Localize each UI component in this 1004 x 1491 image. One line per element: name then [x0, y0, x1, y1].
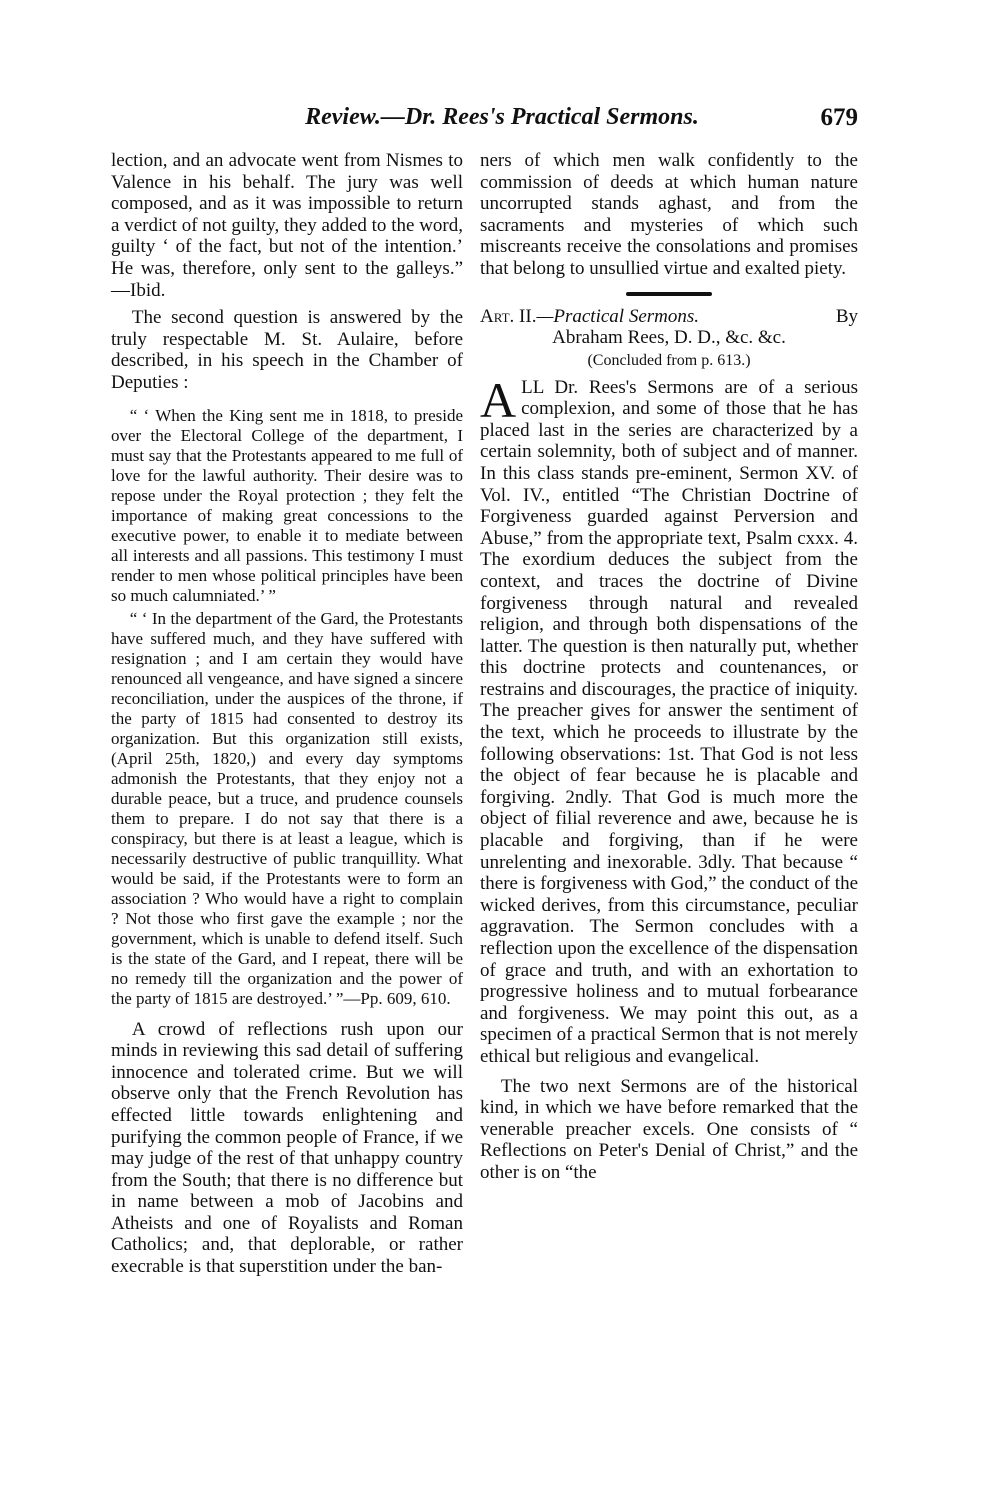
paragraph-text: LL Dr. Rees's Sermons are of a serious complexion, and some of those that he has placed last in the series are characterized by a certain solemnity, both of subject and of manner. In this class stands pre-eminent, Sermon XV. of Vol. IV., entitled “The Christian Doctrine of Forgiveness guarded against Perversion and Abuse,” from the appropriate text, Psalm cxxx. 4. The exordium deduces the subject from the context, and traces the doctrine of Divine forgiveness through natural and revealed religion, and through both dispensations of the latter. The question is then naturally put, whether this doctrine protects and countenances, or restrains and discourages, the practice of iniquity. The preacher gives for answer the sentiment of the text, which he proceeds to illustrate by the following observations: 1st. That God is not less the object of fear because he is placable and forgiving. 2ndly. That God is much more the object of filial reverence and awe, because he is placable and forgiving, than if he were unrelenting and inexorable. 3dly. That because “ there is forgiveness with God,” the conduct of the wicked derives, from this circumstance, peculiar aggravation. The Sermon concludes with a reflection upon the excellence of the dispensation of grace and truth, and with an exhortation to progressive holiness and to mutual forbearance and forgiveness. We may point this out, as a specimen of a practical Sermon that is not merely ethical but religious and evangelical. [480, 376, 858, 1067]
page-number: 679 [820, 104, 858, 131]
paragraph: The two next Sermons are of the historical kind, in which we have before remarked that the venerable preacher excels. One consists of “ Reflections on Peter's Denial of Christ,” and the other is on “the [480, 1075, 858, 1183]
block-quote: “ ‘ In the department of the Gard, the Protestants have suffered much, and they have suffered with resignation ; and I am certain they would have renounced all vengeance, and have signed a sincere reconciliation, under the auspices of the throne, if the party of 1815 had consented to destroy its organization. But this organization still exists, (April 25th, 1820,) and every day symptoms admonish the Protestants, that they enjoy not a durable peace, but a truce, and prudence counsels them to prepare. I do not say that there is a conspiracy, but there is at least a league, which is necessarily destructive of public tranquillity. What would be said, if the Protestants were to form an association ? Who would have a right to complain ? Not those who first gave the example ; nor the government, which is unable to defend itself. Such is the state of the Gard, and I repeat, there will be no remedy till the organization and the power of the party of 1815 are destroyed.’ ”—Pp. 609, 610. [111, 608, 463, 1008]
article-heading [480, 306, 858, 371]
running-title: Review.—Dr. Rees's Practical Sermons. [305, 104, 699, 130]
block-quote: “ ‘ When the King sent me in 1818, to preside over the Electoral College of the department, I must say that the Protestants appeared to me full of love for the lawful authority. Their desire was to repose under the Royal protection ; they felt the importance of making great concessions to the executive power, to enable it to mediate between all interests and all passions. This testimony I must render to men whose political principles have been so much calumniated.’ ” [111, 405, 463, 605]
paragraph: The second question is answered by the truly respectable M. St. Aulaire, before described, in his speech in the Chamber of Deputies : [111, 307, 463, 393]
paragraph: ners of which men walk confidently to the commission of deeds at which human nature uncorrupted stands aghast, and from the sacraments and mysteries of which such miscreants receive the consolations and promises that belong to unsullied virtue and exalted piety. [480, 150, 858, 279]
concluded-note: (Concluded from p. 613.) [587, 351, 751, 369]
article-label: Art. II. [480, 305, 537, 327]
paragraph: lection, and an advocate went from Nismes to Valence in his behalf. The jury was well composed, and as it was impossible to return a verdict of not guilty, they added to the word, guilty ‘ of the fact, but not of the intention.’ He was, therefore, only sent to the galleys.” —Ibid. [111, 150, 463, 301]
running-head [0, 98, 1004, 138]
paragraph [480, 371, 858, 1068]
left-column [111, 150, 463, 1278]
article-by: By [835, 305, 858, 327]
right-column [480, 150, 858, 1184]
section-divider [626, 292, 712, 296]
paragraph: A crowd of reflections rush upon our minds in reviewing this sad detail of suffering innocence and tolerated crime. But we will observe only that the French Revolution has effected little towards enlightening and purifying the common people of France, if we may judge of the rest of that unhappy country from the South; that there is no difference but in name between a mob of Jacobins and Atheists and one of Royalists and Roman Catholics; and, that deplorable, or rather execrable is that superstition under the ban- [111, 1018, 463, 1278]
drop-cap: A [480, 371, 517, 428]
article-title: —Practical Sermons. [536, 305, 700, 327]
article-author: Abraham Rees, D. D., &c. &c. [552, 326, 786, 348]
